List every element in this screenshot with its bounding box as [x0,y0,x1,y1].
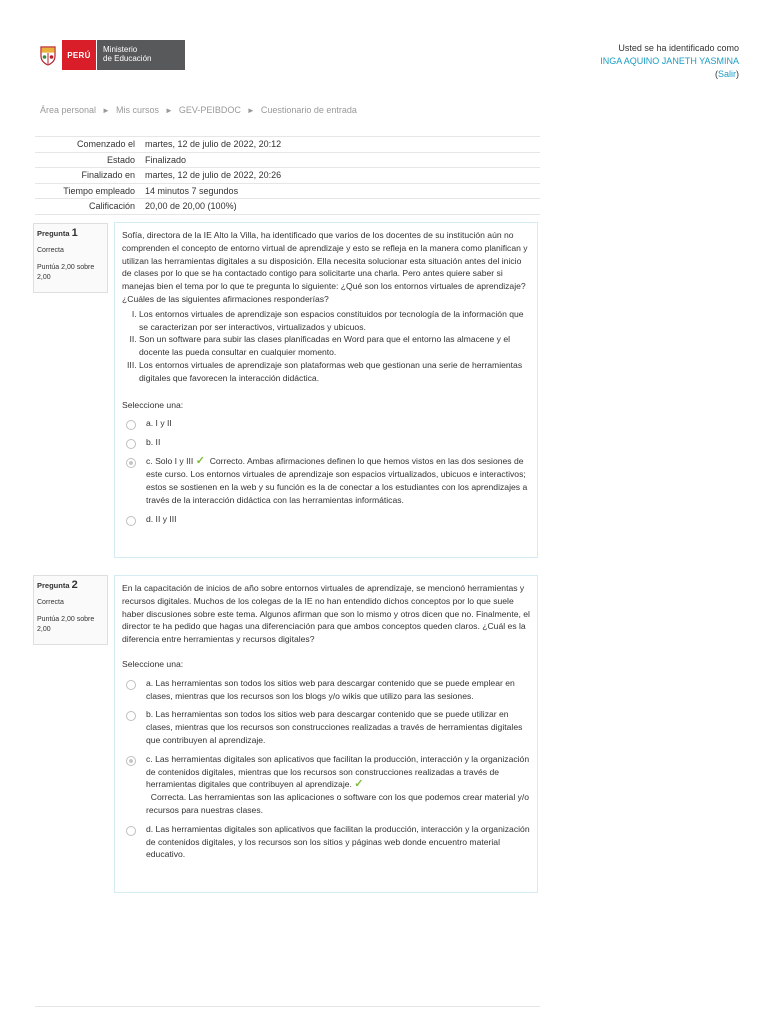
radio-button[interactable] [126,420,136,430]
logout-link[interactable]: Salir [717,69,736,79]
question-text [122,229,530,306]
answer-option[interactable] [122,417,530,430]
question-number-value: 2 [71,579,78,591]
answer-feedback: Correcta. Las herramientas son las aplicaciones o software con los que podemos crear material y/o recursos para nuestras clases. [146,792,530,815]
summary-label: Tiempo empleado [35,183,145,199]
question-2-content [114,575,538,893]
summary-value: Finalizado [145,152,540,168]
chevron-right-icon: ► [246,105,255,115]
summary-row [35,152,540,168]
answer-option[interactable] [122,513,530,526]
summary-label: Calificación [35,199,145,215]
question-1-info [33,223,108,293]
statement-item: III. Los entornos virtuales de aprendizaje son plataformas web que gestionan una serie de herramientas digitales que favorecen la interacción didáctica. [139,359,530,385]
breadcrumb-quiz[interactable]: Cuestionario de entrada [260,105,357,115]
ministry-line-1: Ministerio [103,45,138,54]
summary-row [35,199,540,215]
summary-row [35,137,540,153]
logout-wrapper: (Salir) [714,69,739,79]
answer-option[interactable] [122,708,530,746]
summary-label: Finalizado en [35,168,145,184]
statement-item: I. Los entornos virtuales de aprendizaje son espacios constituidos por tecnología de la información que se caracterizan por ser interactivos, virtualizados y ubicuos. [139,308,530,334]
question-1-content [114,222,538,558]
user-info [600,42,739,81]
answer-option[interactable] [122,677,530,703]
question-score: Puntúa 2,00 sobre 2,00 [37,616,95,633]
summary-value: 14 minutos 7 segundos [145,183,540,199]
breadcrumb [40,105,357,115]
question-label: Pregunta [37,581,70,590]
select-label: Seleccione una: [122,658,184,669]
chevron-right-icon: ► [164,105,173,115]
peru-label: PERÚ [62,40,96,70]
answer-label: c. Solo I y III [146,456,194,467]
ministry-label [96,40,185,70]
checkmark-icon: ✓ [195,455,205,468]
radio-button[interactable] [126,826,136,836]
select-label: Seleccione una: [122,399,184,410]
radio-button[interactable] [126,711,136,721]
question-status: Correcta [37,599,64,606]
answer-text [146,753,530,817]
question-label: Pregunta [37,229,70,238]
breadcrumb-my-courses[interactable]: Mis cursos [115,105,159,115]
summary-value: 20,00 de 20,00 (100%) [145,199,540,215]
question-text [122,582,530,646]
answer-option[interactable] [122,436,530,449]
breadcrumb-course[interactable]: GEV-PEIBDOC [178,105,241,115]
attempt-summary-table [35,136,540,215]
answer-option-selected[interactable] [122,753,530,817]
statement-item: II. Son un software para subir las clases planificadas en Word para que el entorno las almacene y el docente las pueda consultar en cualquier momento. [139,333,530,359]
radio-button-checked[interactable] [126,756,136,766]
ministry-line-2: de Educación [103,54,152,63]
summary-row [35,168,540,184]
coat-of-arms-icon [34,40,62,70]
radio-button[interactable] [126,439,136,449]
question-prompt: Sofía, directora de la IE Alto la Villa, ha identificado que varios de los docentes de su institución aún no comprenden el concepto de entorno virtual de aprendizaje y esto se refleja en la manera como planifican y utilizan las herramientas digitales a su disposición. Ella necesita solucionar esta situación antes del inicio de clases por lo que se ha contactado contigo para solicitarte una charla. Pero antes quiere saber si manejas bien el tema por lo que te pregunta lo siguiente: ¿Qué son los entornos virtuales de aprendizaje? [122,230,528,292]
breadcrumb-home[interactable]: Área personal [40,105,97,115]
summary-row [35,183,540,199]
summary-label: Comenzado el [35,137,145,153]
bottom-divider [35,1006,540,1007]
answer-label: c. Las herramientas digitales son aplicativos que facilitan la producción, interacción y la organización de contenidos digitales, mientras que los recursos son construcciones realizadas a través de herramientas digitales que contribuyen al aprendizaje. [146,753,530,790]
summary-label: Estado [35,152,145,168]
minedu-logo[interactable] [34,40,185,70]
answer-text: a. Las herramientas son todos los sitios web para descargar contenido que se puede emplear en clases, mientras que los recursos son los blogs y/o wikis que utilizo para las sesiones. [146,677,515,701]
answer-text: d. II y III [146,513,177,524]
answer-text: b. II [146,437,161,448]
answer-option[interactable] [122,823,530,861]
radio-button[interactable] [126,680,136,690]
answer-text: d. Las herramientas digitales son aplicativos que facilitan la producción, interacción y la organización de contenidos digitales, y los recursos son los sitios y páginas web donde encuentro material educativo. [146,823,530,860]
user-name-link[interactable]: INGA AQUINO JANETH YASMINA [600,56,739,66]
question-score: Puntúa 2,00 sobre 2,00 [37,264,95,281]
checkmark-icon: ✓ [354,778,364,791]
answer-text: a. I y II [146,418,172,429]
question-2-info [33,575,108,645]
question-status: Correcta [37,247,64,254]
answer-text: b. Las herramientas son todos los sitios web para descargar contenido que se puede utilizar en clases, mientras que los recursos son construcciones realizadas a través de herramientas digitales que contribuyen al aprendizaje. [146,709,523,745]
radio-button[interactable] [126,516,136,526]
summary-value: martes, 12 de julio de 2022, 20:12 [145,137,540,153]
answer-feedback: Correcto. Ambas afirmaciones definen lo que hemos vistos en las dos sesiones de este curso. Los entornos virtuales de aprendizaje son espacios virtualizados, ubicuos e interactivos; estos se sostienen en la web y su función es la de conectar a los estudiantes con los aprendizajes a través de la interacción didáctica con las herramientas informáticas. [146,456,528,505]
question-number [37,228,107,239]
question-prompt: En la capacitación de inicios de año sobre entornos virtuales de aprendizaje, se mencionó herramientas y recursos digitales. Muchos de los colegas de la IE no han entendido dichos conceptos por lo que suele haber discusiones sobre este tema. Algunos afirman que son lo mismo y otros dicen que no. Finalmente, el director te ha pedido que hagas una diferenciación para que ambos conceptos queden claros. ¿Cuál es la diferencia entre herramientas y recursos digitales? [122,583,530,645]
answer-text [146,455,530,506]
statement-list [122,308,530,385]
summary-value: martes, 12 de julio de 2022, 20:26 [145,168,540,184]
question-number [37,580,107,591]
answer-option-selected[interactable] [122,455,530,506]
radio-button-checked[interactable] [126,458,136,468]
identified-as-text: Usted se ha identificado como [618,43,739,53]
question-number-value: 1 [71,227,78,239]
question-subprompt: ¿Cuáles de las siguientes afirmaciones responderías? [122,293,329,304]
chevron-right-icon: ► [102,105,110,115]
